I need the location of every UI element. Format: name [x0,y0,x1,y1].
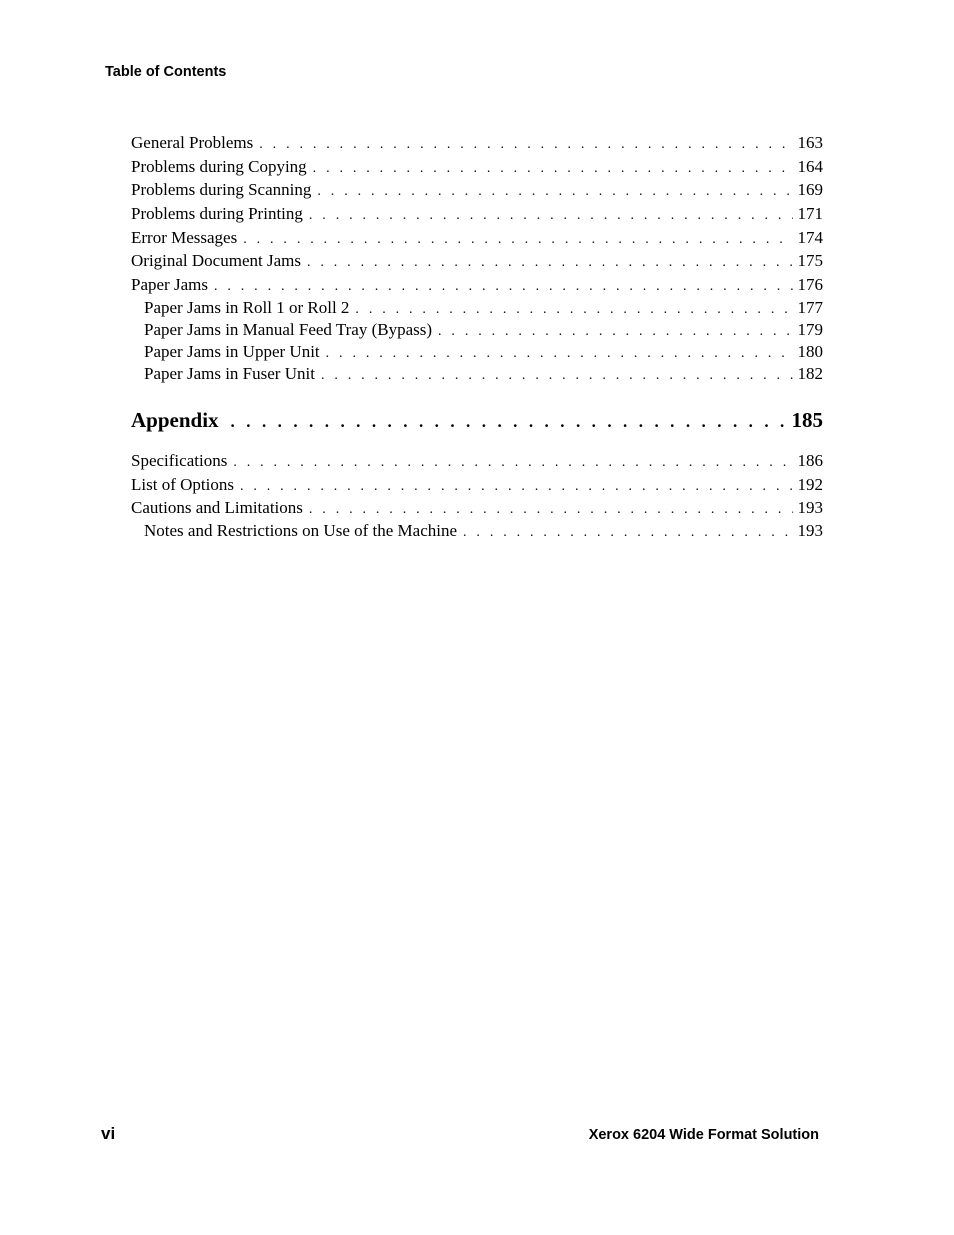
toc-entry-page: 164 [797,156,823,176]
toc-subentry[interactable] [131,363,823,385]
footer-product-title: Xerox 6204 Wide Format Solution [588,1127,819,1143]
toc-entry-page: 163 [797,133,823,152]
toc-entry-title: Problems during Printing [131,204,303,224]
dot-leader [240,475,793,499]
page-folio: vi [101,1124,116,1143]
dot-leader [214,275,793,299]
toc-entry[interactable] [131,178,823,202]
chapter-page: 185 [791,408,823,432]
toc-entry-title: Paper Jams [131,275,208,295]
toc-chapter-appendix[interactable] [131,408,823,433]
toc-subentry[interactable] [131,341,823,363]
toc-entry-page: 177 [797,297,823,317]
toc-entry[interactable] [131,449,823,473]
toc-entry[interactable] [131,155,823,179]
toc-entry-title: Paper Jams in Manual Feed Tray (Bypass) [144,319,433,339]
toc-entry-title: General Problems [131,133,254,152]
toc-entry-title: Problems during Copying [131,156,307,176]
dot-leader [231,412,786,432]
toc-entry-title: Problems during Scanning [131,180,312,200]
dot-leader [355,299,792,321]
toc-section-troubleshooting [131,131,823,385]
toc-entry-title: Error Messages [131,227,238,247]
toc-entry-page: 193 [797,498,823,518]
toc-entry[interactable] [131,473,823,497]
toc-entry[interactable] [131,131,823,155]
toc-entry[interactable] [131,226,823,250]
chapter-title: Appendix [131,408,219,432]
dot-leader [309,204,793,228]
toc-entry-title: Cautions and Limitations [131,498,303,518]
dot-leader [307,251,793,275]
toc-entry-page: 179 [797,319,823,339]
running-head: Table of Contents [105,64,227,80]
toc-entry[interactable] [131,202,823,226]
toc-section-appendix [131,449,823,542]
toc-entry-title: Paper Jams in Upper Unit [144,342,320,361]
toc-entry-title: Original Document Jams [131,251,301,271]
toc-entry-page: 180 [797,342,823,361]
toc-entry-page: 176 [797,275,823,295]
toc-entry-page: 174 [797,227,823,247]
toc-entry-page: 182 [797,364,823,384]
toc-subentry[interactable] [131,319,823,341]
toc-entry-page: 193 [797,521,823,541]
toc-entry-page: 169 [797,180,823,200]
toc-entry[interactable] [131,496,823,520]
toc-subentry[interactable] [131,520,823,542]
dot-leader [321,365,793,387]
toc-entry-title: Paper Jams in Fuser Unit [144,364,315,384]
dot-leader [313,157,793,181]
dot-leader [243,228,792,252]
toc-entry-page: 186 [797,451,823,470]
dot-leader [259,133,792,157]
toc-entry-page: 192 [797,474,823,494]
toc-entry-title: List of Options [131,474,234,494]
dot-leader [309,498,793,522]
toc-entry[interactable] [131,249,823,273]
toc-entry-page: 175 [797,251,823,271]
dot-leader [233,451,792,475]
toc-entry-title: Specifications [131,451,228,470]
toc-entry[interactable] [131,273,823,297]
dot-leader [438,321,792,343]
toc-entry-page: 171 [797,204,823,224]
dot-leader [317,180,792,204]
toc-entry-title: Notes and Restrictions on Use of the Machine [144,521,458,541]
dot-leader [326,343,793,365]
toc-subentry[interactable] [131,297,823,319]
dot-leader [463,522,792,544]
toc-entry-title: Paper Jams in Roll 1 or Roll 2 [144,297,350,317]
